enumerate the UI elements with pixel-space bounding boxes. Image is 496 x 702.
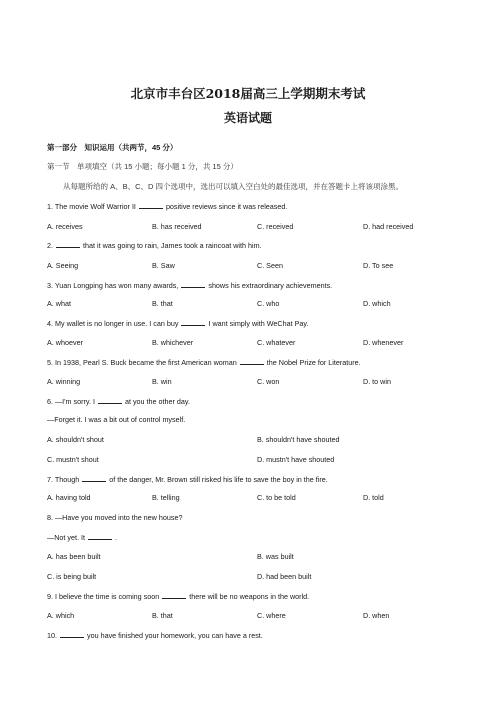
- exam-subtitle: 英语试题: [223, 111, 272, 125]
- option-a: A. whoever: [47, 338, 83, 347]
- option-d: D. when: [363, 611, 390, 620]
- option-a: A. Seeing: [47, 261, 79, 270]
- option-b: B. shouldn't have shouted: [257, 435, 340, 444]
- option-a: A. receives: [47, 222, 83, 231]
- option-a: A. what: [47, 299, 71, 308]
- question-9: 9. I believe the time is coming soon there will be no weapons in the world.: [47, 592, 310, 601]
- option-d: D. had been built: [257, 572, 312, 581]
- question-7: 7. Though of the danger, Mr. Brown still risked his life to save the boy in the fire.: [47, 475, 328, 484]
- question-5: 5. In 1938, Pearl S. Buck became the first American woman the Nobel Prize for Literature.: [47, 358, 361, 367]
- option-d: D. had received: [363, 222, 414, 231]
- answer-blank: [139, 201, 163, 209]
- option-a: A. has been built: [47, 552, 101, 561]
- option-a: A. which: [47, 611, 75, 620]
- option-b: B. that: [152, 611, 173, 620]
- option-d: D. told: [363, 493, 384, 502]
- option-a: A. winning: [47, 377, 81, 386]
- option-b: B. win: [152, 377, 172, 386]
- question-10: 10. you have finished your homework, you can have a rest.: [47, 631, 263, 640]
- option-c: C. who: [257, 299, 280, 308]
- option-d: D. mustn't have shouted: [257, 455, 335, 464]
- answer-blank: [88, 532, 112, 540]
- exam-title: 北京市丰台区2018届高三上学期期末考试: [130, 86, 366, 101]
- option-d: D. To see: [363, 261, 394, 270]
- option-c: C. received: [257, 222, 294, 231]
- option-b: B. whichever: [152, 338, 194, 347]
- option-c: C. won: [257, 377, 280, 386]
- option-c: C. whatever: [257, 338, 296, 347]
- answer-blank: [82, 474, 106, 482]
- instructions: 从每题所给的 A、B、C、D 四个选项中，选出可以填入空白处的最佳选项，并在答题卡上将该项涂黑。: [63, 182, 404, 191]
- answer-blank: [60, 630, 84, 638]
- answer-blank: [98, 396, 122, 404]
- option-c: C. mustn't shout: [47, 455, 99, 464]
- option-d: D. whenever: [363, 338, 404, 347]
- question-8-reply: —Not yet. It .: [47, 533, 117, 542]
- option-b: B. Saw: [152, 261, 175, 270]
- answer-blank: [162, 591, 186, 599]
- option-a: A. having told: [47, 493, 91, 502]
- option-c: C. to be told: [257, 493, 296, 502]
- option-a: A. shouldn't shout: [47, 435, 104, 444]
- question-6: 6. —I'm sorry. I at you the other day.: [47, 397, 190, 406]
- question-6-reply: —Forget it. I was a bit out of control myself.: [47, 415, 186, 424]
- option-b: B. has received: [152, 222, 202, 231]
- question-3: 3. Yuan Longping has won many awards, shows his extraordinary achievements.: [47, 281, 333, 290]
- option-d: D. to win: [363, 377, 391, 386]
- answer-blank: [181, 318, 205, 326]
- question-4: 4. My wallet is no longer in use. I can buy I want simply with WeChat Pay.: [47, 319, 309, 328]
- option-b: B. was built: [257, 552, 294, 561]
- part-heading: 第一部分 知识运用（共两节，45 分）: [47, 143, 178, 152]
- option-c: C. where: [257, 611, 286, 620]
- option-b: B. telling: [152, 493, 180, 502]
- section-heading: 第一节 单项填空（共 15 小题；每小题 1 分，共 15 分）: [47, 162, 238, 171]
- question-1: 1. The movie Wolf Warrior II positive reviews since it was released.: [47, 202, 288, 211]
- option-b: B. that: [152, 299, 173, 308]
- answer-blank: [56, 240, 80, 248]
- answer-blank: [181, 280, 205, 288]
- question-8: 8. —Have you moved into the new house?: [47, 513, 183, 522]
- answer-blank: [240, 357, 264, 365]
- question-2: 2. that it was going to rain, James took a raincoat with him.: [47, 241, 262, 250]
- option-c: C. is being built: [47, 572, 97, 581]
- option-c: C. Seen: [257, 261, 283, 270]
- option-d: D. which: [363, 299, 391, 308]
